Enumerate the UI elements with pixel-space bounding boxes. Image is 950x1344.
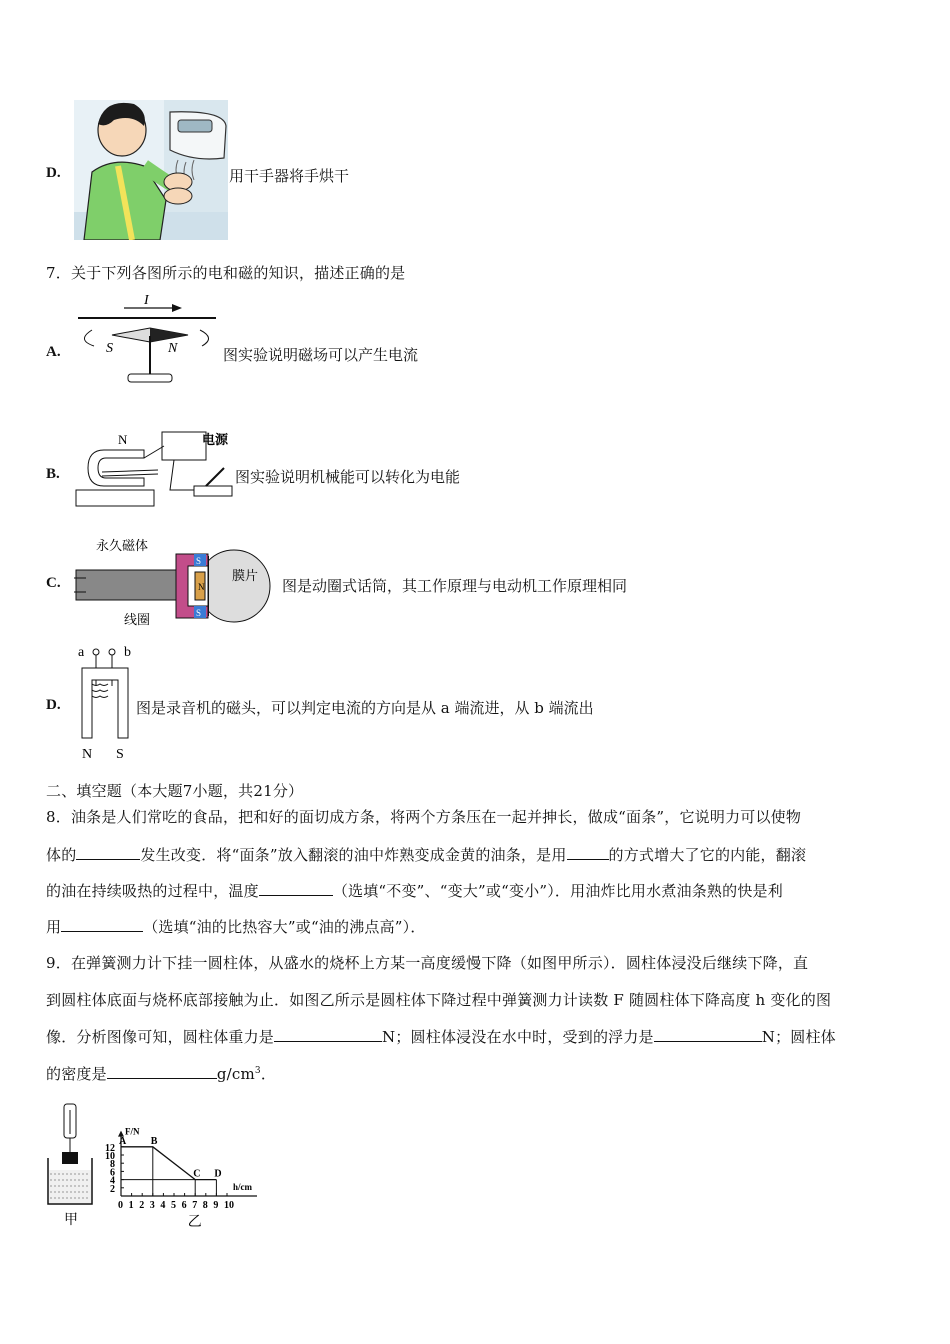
q9-line-1: 9．在弹簧测力计下挂一圆柱体，从盛水的烧杯上方某一高度缓慢下降（如图甲所示）．圆柱体浸没后继续下降，直 — [46, 954, 809, 972]
y-tick-label: 4 — [110, 1175, 115, 1187]
q9-line-4c: ． — [260, 1065, 277, 1083]
q9-line-4a: 的密度是 — [46, 1065, 107, 1083]
hand-dryer-figure — [74, 100, 228, 240]
q8-line-4a: 用 — [46, 918, 62, 936]
q7-option-a-text: 图实验说明磁场可以产生电流 — [223, 346, 419, 364]
x-tick-label: 7 — [192, 1200, 198, 1211]
q8-line-4 — [46, 916, 426, 937]
q9-line-2: 到圆柱体底面与烧杯底部接触为止．如图乙所示是圆柱体下降过程中弹簧测力计读数 F 随圆柱体下降高度 h 变化的图 — [46, 991, 832, 1009]
y-tick-label: 2 — [110, 1183, 115, 1195]
fig-jia-label: 甲 — [64, 1213, 78, 1228]
q9-line-4 — [46, 1063, 276, 1084]
y-tick-label: 6 — [110, 1167, 115, 1179]
y-tick-label: 8 — [110, 1159, 115, 1171]
q6-option-d-text: 用干手器将手烘干 — [229, 167, 350, 185]
permanent-magnet-label: 永久磁体 — [96, 538, 149, 553]
q8-line-4b: （选填“油的比热容大”或“油的沸点高”）． — [143, 918, 426, 936]
q9-unit-exponent: 3 — [254, 1066, 261, 1076]
x-tick-label: 10 — [224, 1200, 234, 1211]
q9-blank-2[interactable] — [654, 1027, 762, 1042]
x-tick-label: 4 — [160, 1200, 166, 1211]
y-tick-label: 10 — [105, 1151, 115, 1162]
head-n-label: N — [82, 747, 93, 762]
series-line — [121, 1147, 216, 1180]
q8-line-3a: 的油在持续吸热的过程中，温度 — [46, 882, 259, 900]
point-label-a: A — [119, 1135, 127, 1147]
q8-line-1: 8．油条是人们常吃的食品，把和好的面切成方条，将两个方条压在一起并抻长，做成“面条”，它说明力可以使物 — [46, 808, 802, 826]
compass-s-label: S — [106, 341, 113, 356]
x-tick-label: 2 — [139, 1200, 145, 1211]
q7-option-b-letter: B. — [46, 466, 60, 482]
q7-option-d-letter: D. — [46, 697, 61, 713]
y-axis-label: F/N — [125, 1126, 140, 1137]
q8-blank-1[interactable] — [76, 845, 140, 860]
q9-line-4b: g/cm — [216, 1065, 255, 1083]
mic-s-top-label: S — [196, 556, 202, 566]
point-label-b: B — [150, 1135, 158, 1147]
force-height-chart — [100, 1092, 290, 1232]
oersted-experiment-figure — [72, 290, 222, 390]
compass-n-label: N — [168, 341, 178, 356]
q8-line-2c: 的方式增大了它的内能，翻滚 — [608, 846, 807, 864]
q8-blank-3[interactable] — [259, 881, 333, 896]
q7-option-a-letter: A. — [46, 344, 61, 360]
head-s-label: S — [116, 747, 124, 762]
q8-blank-4[interactable] — [61, 917, 143, 932]
spring-scale-beaker-figure — [44, 1100, 96, 1230]
x-axis-label: h/cm — [233, 1182, 252, 1192]
q8-line-2 — [46, 844, 806, 865]
q6-option-d-letter: D. — [46, 165, 61, 181]
power-source-label: 电源 — [202, 432, 229, 447]
q7-option-c-letter: C. — [46, 575, 61, 591]
y-tick-label: 12 — [105, 1142, 115, 1154]
x-tick-label: 5 — [171, 1200, 176, 1211]
q7-option-d-text: 图是录音机的磁头，可以判定电流的方向是从 a 端流进，从 b 端流出 — [136, 699, 594, 717]
x-tick-label: 1 — [128, 1200, 134, 1211]
tape-head-figure — [74, 640, 136, 764]
q8-line-3 — [46, 880, 783, 901]
q9-line-3c: N；圆柱体 — [761, 1028, 836, 1046]
motor-experiment-figure — [74, 428, 234, 512]
magnet-n-label: N — [118, 432, 128, 447]
x-tick-label: 8 — [202, 1200, 208, 1211]
mic-n-label: N — [198, 582, 205, 592]
x-tick-label: 0 — [118, 1200, 123, 1211]
q9-line-3a: 像．分析图像可知，圆柱体重力是 — [46, 1028, 275, 1046]
mic-s-bottom-label: S — [196, 608, 202, 618]
diaphragm-label: 膜片 — [232, 568, 259, 583]
coil-label: 线圈 — [124, 612, 151, 627]
x-tick-label: 9 — [213, 1200, 219, 1211]
current-label: I — [144, 293, 149, 308]
q8-line-2a: 体的 — [46, 846, 77, 864]
q8-line-3b: （选填“不变”、“变大”或“变小”）．用油炸比用水煮油条熟的快是利 — [332, 882, 783, 900]
q7-stem: 7．关于下列各图所示的电和磁的知识，描述正确的是 — [46, 264, 406, 282]
q8-blank-2[interactable] — [567, 845, 609, 860]
q9-blank-3[interactable] — [107, 1064, 217, 1079]
q7-option-c-text: 图是动圈式话筒，其工作原理与电动机工作原理相同 — [282, 577, 628, 595]
fig-yi-label: 乙 — [187, 1215, 202, 1230]
section-title: 二、填空题（本大题7小题，共21分） — [46, 782, 304, 800]
dynamic-microphone-figure — [72, 532, 280, 628]
q9-line-3b: N；圆柱体浸没在水中时，受到的浮力是 — [382, 1028, 654, 1046]
q7-option-b-text: 图实验说明机械能可以转化为电能 — [235, 468, 461, 486]
q9-line-3 — [46, 1026, 836, 1047]
point-label-c: C — [193, 1168, 201, 1180]
point-label-d: D — [214, 1168, 222, 1180]
q8-line-2b: 发生改变．将“面条”放入翻滚的油中炸熟变成金黄的油条，是用 — [140, 846, 567, 864]
x-tick-label: 3 — [149, 1200, 155, 1211]
terminal-a-label: a — [78, 645, 85, 660]
terminal-b-label: b — [124, 645, 131, 660]
x-tick-label: 6 — [181, 1200, 187, 1211]
q9-blank-1[interactable] — [274, 1027, 382, 1042]
